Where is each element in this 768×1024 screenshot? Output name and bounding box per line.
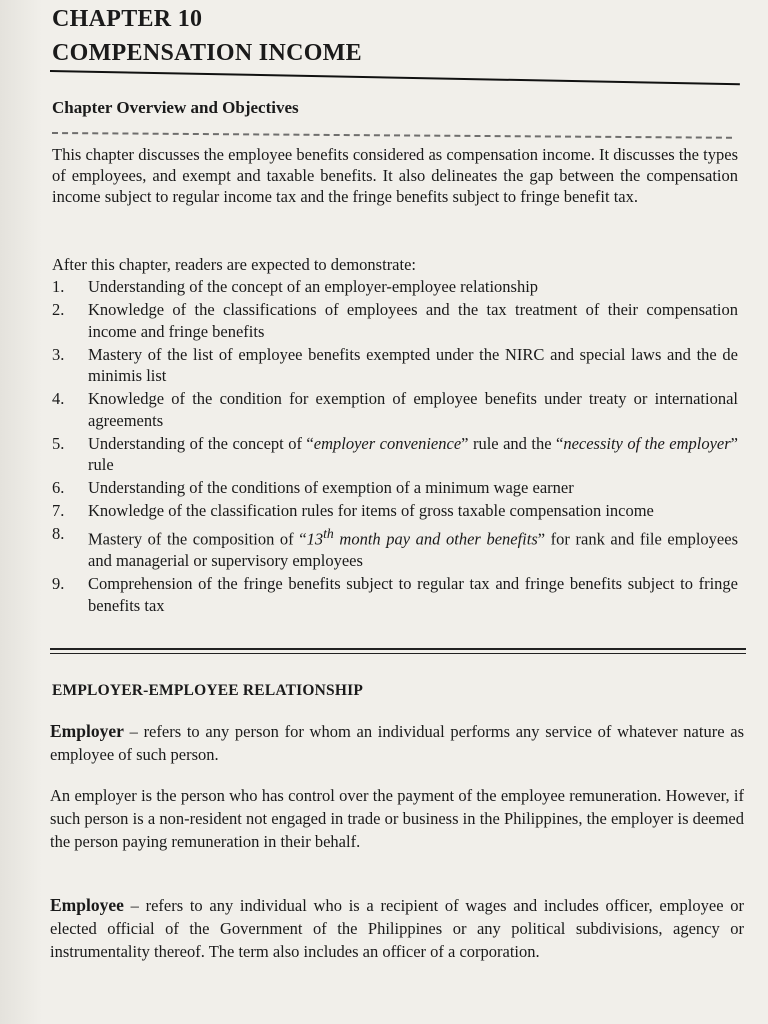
overview-heading: Chapter Overview and Objectives (52, 98, 299, 117)
employee-definition: Employee – refers to any individual who is a recipient of wages and includes officer, employee or elected official of the Government of the Philippines or any political subdivisions, agency or instrumentality thereof. The term also includes an officer of a corporation. (50, 895, 744, 961)
objective-item: 6. Understanding of the conditions of exemption of a minimum wage earner (52, 478, 574, 497)
scan-shadow (0, 0, 42, 1024)
objectives-list (52, 276, 738, 618)
employer-term: Employer (50, 721, 124, 741)
chapter-title: COMPENSATION INCOME (52, 40, 362, 66)
objective-item: 1. Understanding of the concept of an employer-employee relationship (52, 277, 539, 296)
objective-item: 8. Mastery of the composition of “13th month pay and other benefits” for rank and file employees and managerial or supervisory employees (52, 524, 738, 570)
objectives-intro: After this chapter, readers are expected to demonstrate: (52, 255, 416, 274)
chapter-number: CHAPTER 10 (52, 6, 203, 32)
objective-item: 5. Understanding of the concept of “employer convenience” rule and the “necessity of the employer” rule (52, 433, 738, 474)
title-underline (50, 70, 740, 85)
overview-paragraph: This chapter discusses the employee benefits considered as compensation income. It discusses the types of employees, and exempt and taxable benefits. It also delineates the gap between the compensation income subject to regular income tax and the fringe benefits subject to fringe benefit tax. (52, 145, 738, 206)
relationship-heading: EMPLOYER-EMPLOYEE RELATIONSHIP (52, 682, 364, 699)
employer-control-paragraph: An employer is the person who has control over the payment of the employee remuneration. However, if such person is a non-resident not engaged in trade or business in the Philippines, the employer is deemed the person paying remuneration in their behalf. (50, 786, 744, 851)
objective-item: 3. Mastery of the list of employee benefits exempted under the NIRC and special laws and the de minimis list (52, 344, 738, 385)
employee-term: Employee (50, 895, 124, 915)
objective-item: 7. Knowledge of the classification rules for items of gross taxable compensation income (52, 501, 654, 520)
dashed-divider (52, 132, 732, 139)
section-divider (50, 648, 746, 654)
objective-item: 2. Knowledge of the classifications of employees and the tax treatment of their compensation income and fringe benefits (52, 300, 738, 341)
employer-definition: Employer – refers to any person for whom an individual performs any service of whatever nature as employee of such person. (50, 721, 744, 764)
objective-item: 4. Knowledge of the condition for exemption of employee benefits under treaty or international agreements (52, 389, 738, 430)
objective-item: 9. Comprehension of the fringe benefits subject to regular tax and fringe benefits subject to fringe benefits tax (52, 574, 738, 615)
